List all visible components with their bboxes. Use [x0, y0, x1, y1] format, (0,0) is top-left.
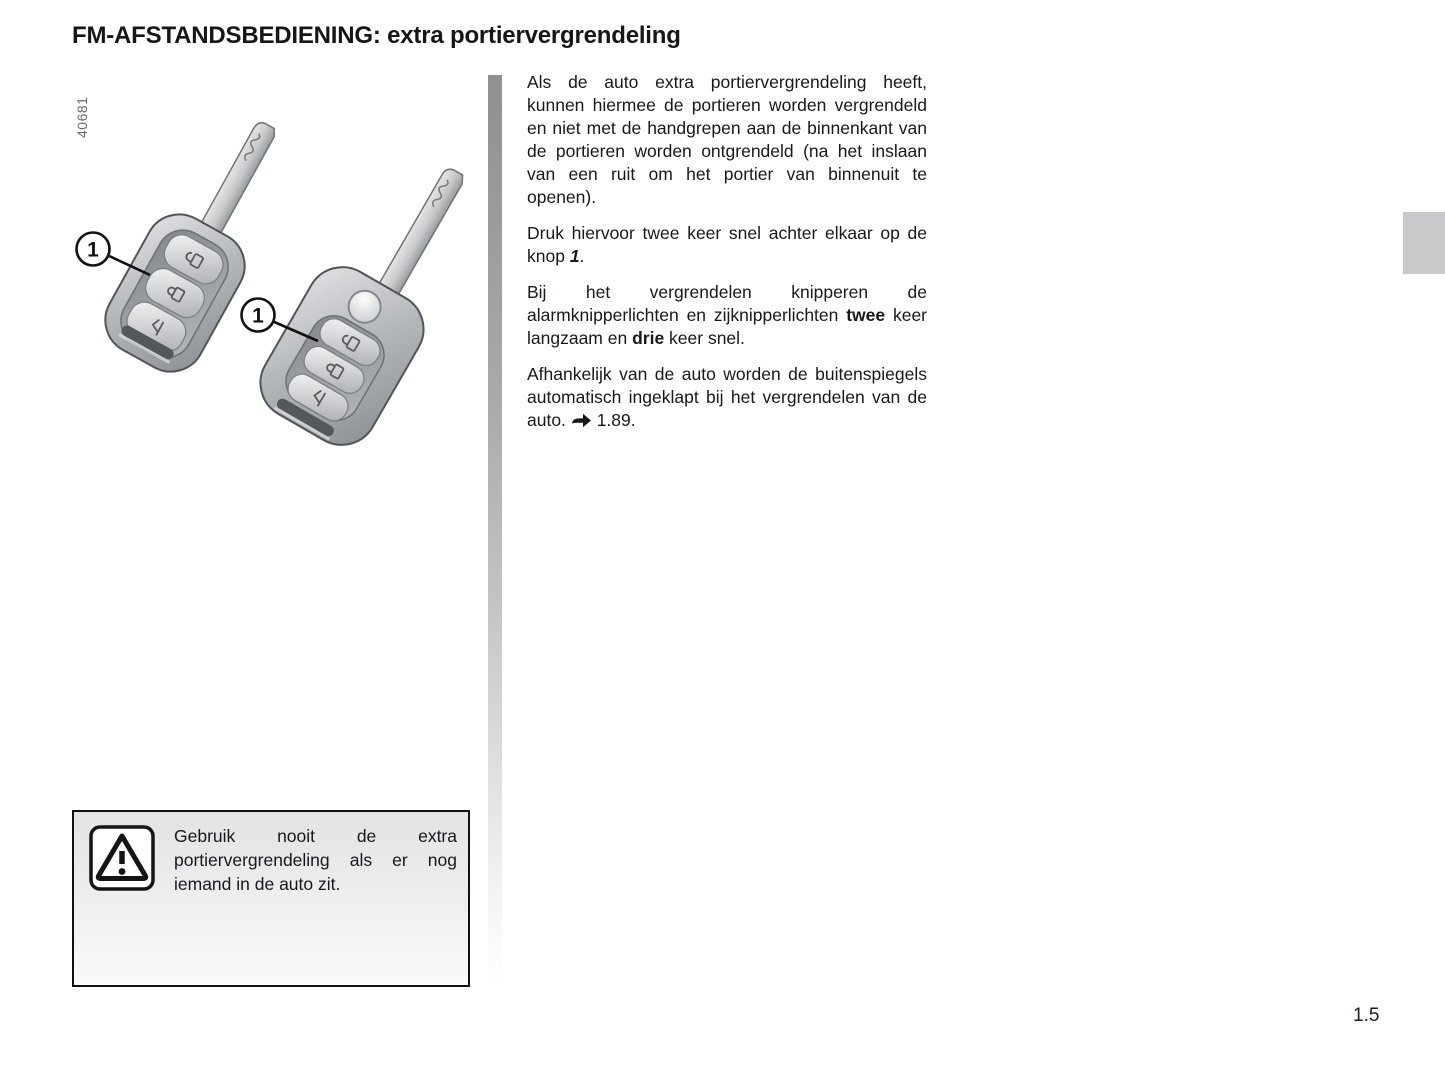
button-number-reference: 1 — [569, 246, 580, 266]
photo-reference-number: 40681 — [74, 96, 90, 138]
paragraph-4: Afhankelijk van de auto worden de buitenspiegels automatisch ingeklapt bij het vergrendelen van de auto. 1.89. — [527, 364, 927, 430]
paragraph-3: Bij het vergrendelen knipperen de alarmknipperlichten en zijknipperlichten twee keer langzaam en drie keer snel. — [527, 282, 927, 348]
cross-reference-arrow-icon — [571, 413, 592, 428]
cross-reference-page: 1.89. — [596, 410, 636, 430]
page-number: 1.5 — [1353, 1005, 1380, 1026]
column-divider — [488, 75, 502, 987]
section-tab-marker — [1403, 212, 1445, 274]
callout-2-label: 1 — [252, 304, 264, 328]
paragraph-1: Als de auto extra portiervergrendeling heeft, kunnen hiermee de portieren worden vergrendeld en niet met de handgrepen aan de binnenkant van de portieren worden ontgrendeld (na het inslaan van een ruit om het portier van binnenuit te openen). — [527, 72, 927, 207]
key-fob-figure — [70, 78, 480, 478]
warning-triangle-icon — [89, 825, 155, 891]
key-fob-2 — [247, 137, 480, 458]
warning-box — [72, 810, 470, 987]
key-blade — [376, 166, 466, 300]
paragraph-2: Druk hiervoor twee keer snel achter elkaar op de knop 1. — [527, 223, 927, 266]
page-title: FM-AFSTANDSBEDIENING: extra portiervergrendeling — [72, 22, 681, 49]
main-text-column — [527, 71, 927, 445]
warning-text: Gebruik nooit de extra portiervergrendeling als er nog iemand in de auto zit. — [174, 826, 457, 894]
callout-1-label: 1 — [87, 238, 99, 262]
key-blade — [198, 120, 277, 239]
